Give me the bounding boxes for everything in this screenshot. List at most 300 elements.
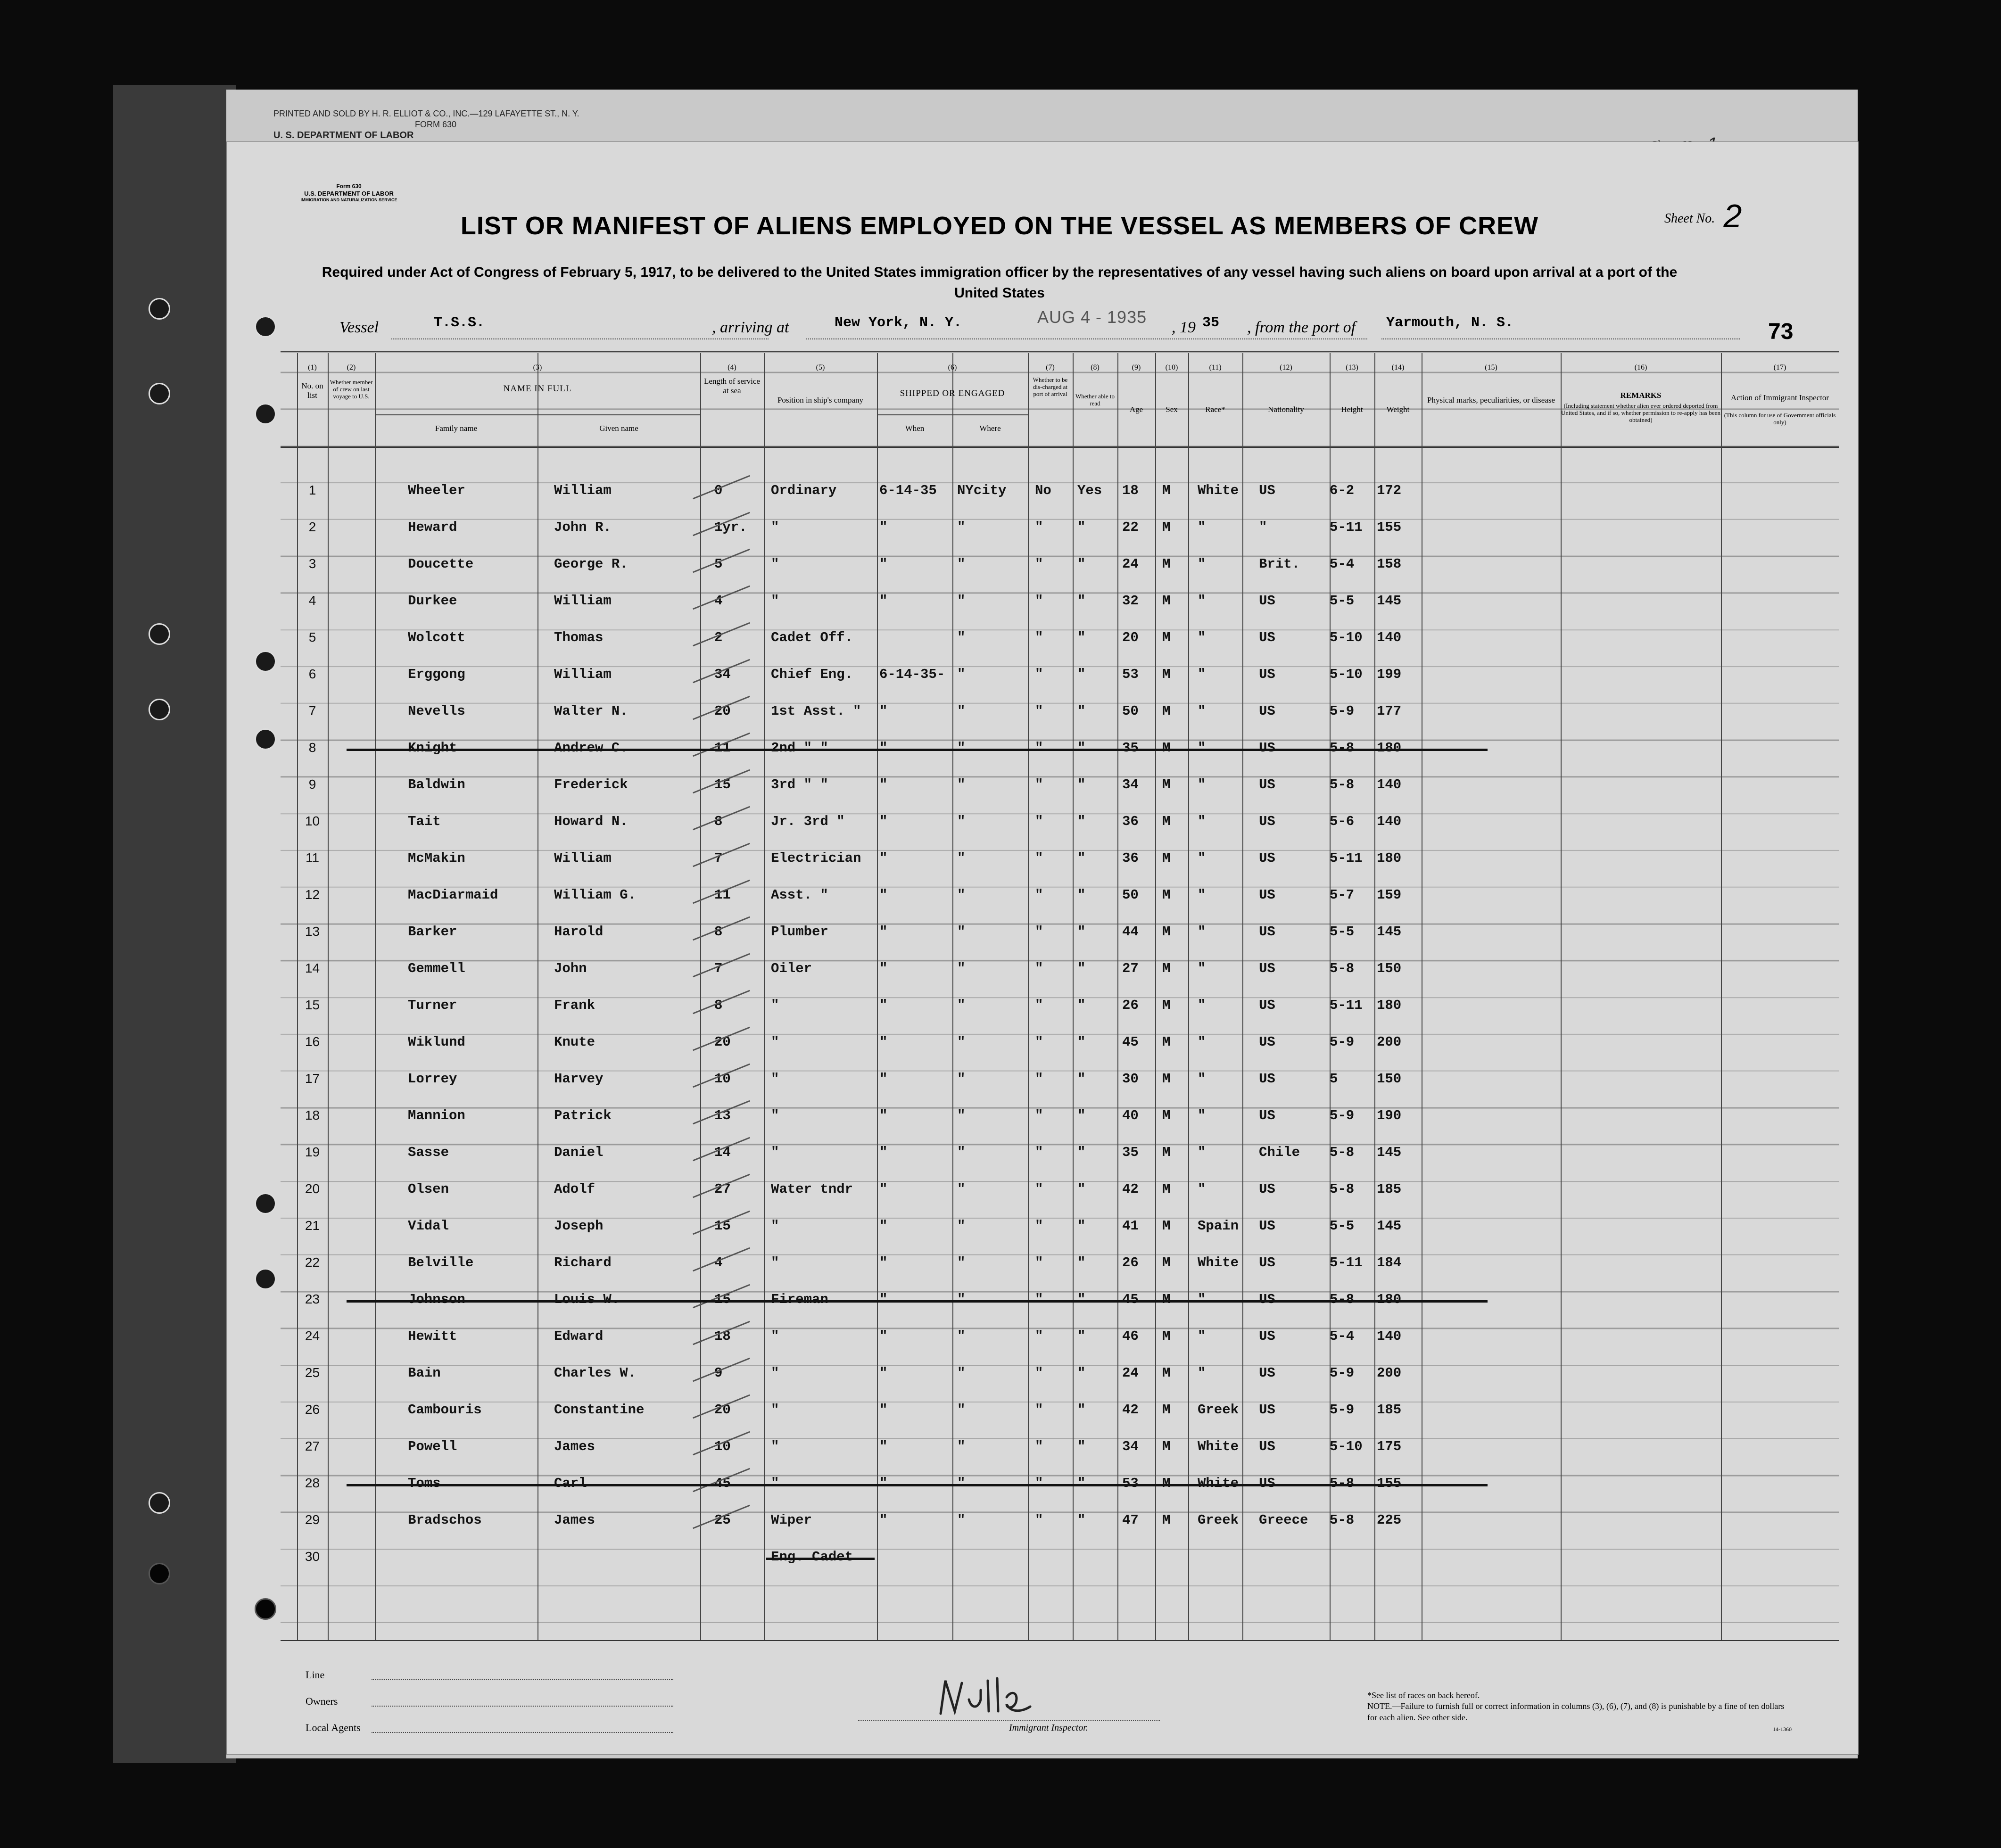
cell-race: " xyxy=(1198,1034,1206,1050)
cell-row-number: 25 xyxy=(305,1365,320,1380)
cell-age: 53 xyxy=(1122,1476,1139,1491)
cell-row-number: 2 xyxy=(308,520,316,534)
cell-able-to-read: " xyxy=(1077,887,1086,903)
strike-through-line xyxy=(766,1558,875,1560)
cell-race: Greek xyxy=(1198,1512,1239,1528)
column-rule xyxy=(764,353,765,1640)
cell-weight: 140 xyxy=(1377,777,1402,792)
year-value: 35 xyxy=(1202,315,1220,331)
cell-nationality: US xyxy=(1259,667,1275,682)
cell-shipped-when: " xyxy=(879,1402,888,1418)
cell-age: 36 xyxy=(1122,850,1139,866)
cell-discharged: " xyxy=(1035,1181,1043,1197)
cell-shipped-when: " xyxy=(879,961,888,976)
header-sex: Sex xyxy=(1166,405,1178,414)
cell-given-name: Andrew C. xyxy=(554,740,628,756)
cell-age: 40 xyxy=(1122,1108,1139,1123)
cell-height: 5-5 xyxy=(1330,1218,1355,1234)
cell-shipped-when: " xyxy=(879,593,888,609)
cell-length-of-service: 8 xyxy=(714,998,723,1013)
cell-discharged: " xyxy=(1035,520,1043,535)
column-number: (11) xyxy=(1209,363,1222,371)
cell-sex: M xyxy=(1162,1402,1171,1418)
cell-able-to-read: " xyxy=(1077,850,1086,866)
cell-length-of-service: 20 xyxy=(714,703,731,719)
cell-able-to-read: " xyxy=(1077,1255,1086,1270)
cell-shipped-when: " xyxy=(879,1328,888,1344)
cell-sex: M xyxy=(1162,703,1171,719)
cell-length-of-service: 34 xyxy=(714,667,731,682)
cell-shipped-where: " xyxy=(957,703,966,719)
cell-position: Oiler xyxy=(771,961,812,976)
cell-sex: M xyxy=(1162,1034,1171,1050)
column-number: (1) xyxy=(308,363,317,371)
cell-age: 24 xyxy=(1122,1365,1139,1381)
cell-able-to-read: " xyxy=(1077,1145,1086,1160)
cell-given-name: Carl xyxy=(554,1476,587,1491)
column-number: (16) xyxy=(1634,363,1647,371)
header-length-service: Length of service at sea xyxy=(704,377,760,396)
cell-sex: M xyxy=(1162,1071,1171,1087)
cell-able-to-read: " xyxy=(1077,593,1086,609)
cell-discharged: " xyxy=(1035,1439,1043,1454)
cell-race: " xyxy=(1198,1071,1206,1087)
cell-position: Ordinary xyxy=(771,483,837,498)
cell-able-to-read: " xyxy=(1077,1218,1086,1234)
cell-discharged: " xyxy=(1035,1365,1043,1381)
penalty-note: NOTE.—Failure to furnish full or correct information in columns (3), (6), (7), and (8) is punishable by a fine of ten dollars for each alien. See other side. xyxy=(1367,1701,1785,1722)
cell-weight: 172 xyxy=(1377,483,1402,498)
cell-family-name: Olsen xyxy=(408,1181,449,1197)
cell-sex: M xyxy=(1162,1292,1171,1307)
punch-hole xyxy=(255,728,276,750)
cell-length-of-service: 4 xyxy=(714,593,723,609)
cell-race: " xyxy=(1198,1365,1206,1381)
column-rule xyxy=(1242,353,1243,1640)
cell-position: " xyxy=(771,1255,779,1270)
cell-row-number: 9 xyxy=(308,777,316,792)
cell-position: 3rd " " xyxy=(771,777,828,792)
cell-given-name: John xyxy=(554,961,587,976)
cell-weight: 185 xyxy=(1377,1181,1402,1197)
cell-race: " xyxy=(1198,1292,1206,1307)
cell-shipped-where: " xyxy=(957,961,966,976)
cell-row-number: 11 xyxy=(305,850,320,865)
cell-row-number: 10 xyxy=(305,814,320,828)
header-action-note: (This column for use of Government officials only) xyxy=(1724,412,1836,426)
form-identifier xyxy=(264,183,434,203)
cell-sex: M xyxy=(1162,1218,1171,1234)
cell-discharged: " xyxy=(1035,740,1043,756)
header-shipped-engaged: SHIPPED OR ENGAGED xyxy=(900,388,1005,398)
cell-given-name: Joseph xyxy=(554,1218,604,1234)
header-when: When xyxy=(905,424,925,433)
header-discharged: Whether to be dis-charged at port of arrival xyxy=(1033,376,1068,397)
cell-age: 44 xyxy=(1122,924,1139,940)
inspector-signature xyxy=(936,1671,1087,1723)
cell-given-name: Edward xyxy=(554,1328,604,1344)
cell-height: 5-8 xyxy=(1330,777,1355,792)
cell-height: 5-8 xyxy=(1330,1145,1355,1160)
cell-weight: 180 xyxy=(1377,850,1402,866)
cell-weight: 180 xyxy=(1377,1292,1402,1307)
back-form-number: FORM 630 xyxy=(415,119,457,129)
cell-family-name: Bradschos xyxy=(408,1512,482,1528)
cell-discharged: " xyxy=(1035,1255,1043,1270)
cell-sex: M xyxy=(1162,1145,1171,1160)
cell-position: Jr. 3rd " xyxy=(771,814,845,829)
cell-row-number: 28 xyxy=(305,1476,320,1490)
header-physical-marks: Physical marks, peculiarities, or disease xyxy=(1427,396,1555,404)
cell-able-to-read: " xyxy=(1077,814,1086,829)
cell-shipped-where: " xyxy=(957,630,966,645)
cell-given-name: Patrick xyxy=(554,1108,612,1123)
cell-length-of-service: 25 xyxy=(714,1512,731,1528)
cell-height: 5-9 xyxy=(1330,1034,1355,1050)
cell-row-number: 1 xyxy=(308,483,316,497)
sheet-label: Sheet No. xyxy=(1664,211,1715,226)
header-able-read: Whether able to read xyxy=(1075,393,1115,407)
cell-height: 5-8 xyxy=(1330,1512,1355,1528)
cell-able-to-read: " xyxy=(1077,1071,1086,1087)
cell-race: " xyxy=(1198,1328,1206,1344)
cell-able-to-read: " xyxy=(1077,961,1086,976)
cell-position: " xyxy=(771,1071,779,1087)
cell-weight: 145 xyxy=(1377,924,1402,940)
cell-nationality: Greece xyxy=(1259,1512,1308,1528)
cell-nationality: US xyxy=(1259,1439,1275,1454)
cell-position: Plumber xyxy=(771,924,828,940)
from-label: , from the port of xyxy=(1247,319,1356,336)
cell-given-name: William xyxy=(554,593,612,609)
printer-line: PRINTED AND SOLD BY H. R. ELLIOT & CO., INC.—129 LAFAYETTE ST., N. Y. xyxy=(273,109,579,118)
cell-sex: M xyxy=(1162,777,1171,792)
strike-through-line xyxy=(347,749,1488,751)
cell-weight: 145 xyxy=(1377,1145,1402,1160)
header-member-last-voyage: Whether member of crew on last voyage to U.S. xyxy=(330,379,373,400)
cell-row-number: 15 xyxy=(305,998,320,1012)
cell-weight: 190 xyxy=(1377,1108,1402,1123)
cell-position: Asst. " xyxy=(771,887,828,903)
cell-race: " xyxy=(1198,1145,1206,1160)
cell-nationality: US xyxy=(1259,1292,1275,1307)
cell-shipped-when: 6-14-35 xyxy=(879,483,937,498)
cell-family-name: McMakin xyxy=(408,850,465,866)
cell-shipped-where: " xyxy=(957,1071,966,1087)
punch-hole xyxy=(149,383,170,404)
cell-length-of-service: 11 xyxy=(714,740,731,756)
punch-hole xyxy=(255,403,276,425)
cell-height: 5-11 xyxy=(1330,520,1363,535)
cell-height: 5-5 xyxy=(1330,924,1355,940)
cell-sex: M xyxy=(1162,1328,1171,1344)
cell-shipped-when: " xyxy=(879,998,888,1013)
sheet-number xyxy=(1664,197,1742,235)
cell-given-name: Adolf xyxy=(554,1181,595,1197)
cell-nationality: " xyxy=(1259,520,1267,535)
cell-able-to-read: " xyxy=(1077,924,1086,940)
cell-race: " xyxy=(1198,556,1206,572)
column-rule xyxy=(1374,353,1375,1640)
cell-height: 5-7 xyxy=(1330,887,1355,903)
cell-given-name: Thomas xyxy=(554,630,604,645)
footer-owners-row xyxy=(306,1695,683,1722)
cell-position: Eng. Cadet xyxy=(771,1549,853,1565)
cell-discharged: " xyxy=(1035,1108,1043,1123)
page-subtitle: Required under Act of Congress of February 5, 1917, to be delivered to the United States immigration officer by the representatives of any vessel having such aliens on board upon arrival at a port of the United States xyxy=(322,264,1678,301)
binder-strip xyxy=(113,85,236,1763)
cell-row-number: 26 xyxy=(305,1402,320,1417)
cell-nationality: US xyxy=(1259,1476,1275,1491)
cell-shipped-where: " xyxy=(957,1034,966,1050)
cell-shipped-when: " xyxy=(879,1292,888,1307)
cell-family-name: Gemmell xyxy=(408,961,465,976)
cell-able-to-read: " xyxy=(1077,998,1086,1013)
cell-given-name: Constantine xyxy=(554,1402,645,1418)
cell-position: " xyxy=(771,1034,779,1050)
cell-sex: M xyxy=(1162,667,1171,682)
cell-weight: 180 xyxy=(1377,740,1402,756)
cell-weight: 155 xyxy=(1377,1476,1402,1491)
back-department: U. S. DEPARTMENT OF LABOR xyxy=(273,130,414,140)
cell-nationality: US xyxy=(1259,961,1275,976)
cell-height: 5-11 xyxy=(1330,850,1363,866)
vessel-line xyxy=(339,307,1825,343)
cell-weight: 150 xyxy=(1377,1071,1402,1087)
column-number: (2) xyxy=(347,363,356,371)
cell-race: White xyxy=(1198,483,1239,498)
cell-height: 5-9 xyxy=(1330,1402,1355,1418)
column-number: (4) xyxy=(728,363,736,371)
punch-hole xyxy=(255,651,276,672)
cell-position: Wiper xyxy=(771,1512,812,1528)
cell-race: " xyxy=(1198,667,1206,682)
cell-race: " xyxy=(1198,520,1206,535)
cell-discharged: " xyxy=(1035,1034,1043,1050)
cell-weight: 225 xyxy=(1377,1512,1402,1528)
cell-length-of-service: 2 xyxy=(714,630,723,645)
cell-family-name: Mannion xyxy=(408,1108,465,1123)
cell-family-name: Knight xyxy=(408,740,457,756)
cell-position: " xyxy=(771,1218,779,1234)
cell-nationality: US xyxy=(1259,998,1275,1013)
footer-fields xyxy=(306,1669,683,1748)
cell-length-of-service: 15 xyxy=(714,777,731,792)
cell-shipped-where: " xyxy=(957,1108,966,1123)
vessel-underline xyxy=(391,338,769,339)
cell-row-number: 8 xyxy=(308,740,316,755)
cell-nationality: US xyxy=(1259,1255,1275,1270)
cell-shipped-when: " xyxy=(879,1145,888,1160)
cell-row-number: 13 xyxy=(305,924,320,939)
cell-shipped-where: " xyxy=(957,1328,966,1344)
cell-row-number: 29 xyxy=(305,1512,320,1527)
header-position: Position in ship's company xyxy=(777,396,864,404)
cell-race: " xyxy=(1198,924,1206,940)
cell-weight: 155 xyxy=(1377,520,1402,535)
cell-family-name: Nevells xyxy=(408,703,465,719)
cell-age: 35 xyxy=(1122,1145,1139,1160)
cell-given-name: Richard xyxy=(554,1255,612,1270)
cell-family-name: Belville xyxy=(408,1255,474,1270)
cell-able-to-read: " xyxy=(1077,740,1086,756)
cell-given-name: Louis W. xyxy=(554,1292,620,1307)
cell-weight: 175 xyxy=(1377,1439,1402,1454)
cell-age: 50 xyxy=(1122,703,1139,719)
cell-shipped-when: " xyxy=(879,1512,888,1528)
cell-height: 5-8 xyxy=(1330,961,1355,976)
cell-row-number: 27 xyxy=(305,1439,320,1453)
cell-height: 5-6 xyxy=(1330,814,1355,829)
cell-race: " xyxy=(1198,777,1206,792)
cell-shipped-when: " xyxy=(879,740,888,756)
cell-able-to-read: " xyxy=(1077,1034,1086,1050)
cell-length-of-service: 27 xyxy=(714,1181,731,1197)
cell-able-to-read: " xyxy=(1077,1402,1086,1418)
cell-weight: 140 xyxy=(1377,1328,1402,1344)
cell-sex: M xyxy=(1162,630,1171,645)
strike-through-line xyxy=(347,1484,1488,1486)
strike-through-line xyxy=(347,1300,1488,1303)
column-number: (6) xyxy=(948,363,957,371)
cell-length-of-service: 8 xyxy=(714,924,723,940)
cell-shipped-where: " xyxy=(957,1402,966,1418)
column-number: (14) xyxy=(1391,363,1405,371)
cell-given-name: Charles W. xyxy=(554,1365,637,1381)
cell-position: Cadet Off. xyxy=(771,630,853,645)
cell-length-of-service: 13 xyxy=(714,1108,731,1123)
cell-sex: M xyxy=(1162,814,1171,829)
cell-length-of-service: 8 xyxy=(714,814,723,829)
cell-shipped-when: 6-14-35- xyxy=(879,667,945,682)
cell-discharged: " xyxy=(1035,924,1043,940)
cell-row-number: 19 xyxy=(305,1145,320,1159)
cell-nationality: US xyxy=(1259,814,1275,829)
cell-length-of-service: 7 xyxy=(714,961,723,976)
cell-able-to-read: " xyxy=(1077,1512,1086,1528)
cell-age: 20 xyxy=(1122,630,1139,645)
arrival-underline xyxy=(806,338,1367,339)
cell-row-number: 12 xyxy=(305,887,320,902)
column-number: (8) xyxy=(1091,363,1100,371)
cell-family-name: Toms xyxy=(408,1476,441,1491)
cell-height: 5-9 xyxy=(1330,1108,1355,1123)
cell-able-to-read: " xyxy=(1077,667,1086,682)
header-remarks-note: (Including statement whether alien ever ordered deported from United States, and if so, whether permission to re-apply has been obtained) xyxy=(1561,402,1720,423)
header-name-in-full: NAME IN FULL xyxy=(503,384,572,394)
cell-sex: M xyxy=(1162,1439,1171,1454)
cell-given-name: William xyxy=(554,483,612,498)
cell-able-to-read: " xyxy=(1077,777,1086,792)
cell-shipped-where: " xyxy=(957,777,966,792)
cell-length-of-service: 4 xyxy=(714,1255,723,1270)
cell-family-name: Powell xyxy=(408,1439,457,1454)
punch-hole xyxy=(149,1563,170,1584)
cell-nationality: US xyxy=(1259,483,1275,498)
punch-hole xyxy=(149,623,170,645)
cell-discharged: " xyxy=(1035,593,1043,609)
cell-height: 5-8 xyxy=(1330,1476,1355,1491)
cell-family-name: Barker xyxy=(408,924,457,940)
cell-discharged: " xyxy=(1035,1476,1043,1491)
cell-row-number: 22 xyxy=(305,1255,320,1270)
cell-nationality: US xyxy=(1259,1402,1275,1418)
cell-weight: 159 xyxy=(1377,887,1402,903)
cell-shipped-where: " xyxy=(957,924,966,940)
cell-sex: M xyxy=(1162,1255,1171,1270)
cell-shipped-when: " xyxy=(879,924,888,940)
cell-age: 47 xyxy=(1122,1512,1139,1528)
cell-nationality: US xyxy=(1259,777,1275,792)
cell-shipped-when: " xyxy=(879,1476,888,1491)
cell-shipped-when: " xyxy=(879,703,888,719)
cell-sex: M xyxy=(1162,483,1171,498)
manifest-table xyxy=(281,351,1839,1641)
cell-shipped-when: " xyxy=(879,1071,888,1087)
cell-discharged: " xyxy=(1035,1328,1043,1344)
cell-length-of-service: 11 xyxy=(714,887,731,903)
cell-age: 45 xyxy=(1122,1292,1139,1307)
cell-sex: M xyxy=(1162,924,1171,940)
cell-given-name: Frederick xyxy=(554,777,628,792)
cell-shipped-where: " xyxy=(957,1292,966,1307)
cell-shipped-where: " xyxy=(957,1218,966,1234)
cell-discharged: " xyxy=(1035,1402,1043,1418)
date-stamp: AUG 4 - 1935 xyxy=(1037,307,1147,327)
cell-sex: M xyxy=(1162,887,1171,903)
cell-position: " xyxy=(771,1145,779,1160)
punch-hole xyxy=(149,699,170,720)
cell-race: " xyxy=(1198,998,1206,1013)
cell-family-name: Cambouris xyxy=(408,1402,482,1418)
cell-sex: M xyxy=(1162,1512,1171,1528)
cell-age: 18 xyxy=(1122,483,1139,498)
cell-row-number: 20 xyxy=(305,1181,320,1196)
cell-height: 5-10 xyxy=(1330,630,1363,645)
cell-nationality: US xyxy=(1259,887,1275,903)
cell-nationality: US xyxy=(1259,1365,1275,1381)
cell-height: 5-8 xyxy=(1330,1292,1355,1307)
cell-given-name: William xyxy=(554,667,612,682)
cell-race: White xyxy=(1198,1476,1239,1491)
cell-family-name: Erggong xyxy=(408,667,465,682)
cell-discharged: " xyxy=(1035,814,1043,829)
cell-nationality: US xyxy=(1259,1071,1275,1087)
column-rule xyxy=(1721,353,1722,1640)
arriving-label: , arriving at xyxy=(712,319,789,336)
cell-able-to-read: " xyxy=(1077,630,1086,645)
cell-sex: M xyxy=(1162,961,1171,976)
cell-row-number: 30 xyxy=(305,1549,320,1564)
cell-height: 5-9 xyxy=(1330,1365,1355,1381)
cell-position: " xyxy=(771,556,779,572)
cell-weight: 145 xyxy=(1377,1218,1402,1234)
cell-shipped-when: " xyxy=(879,814,888,829)
header-age: Age xyxy=(1129,405,1143,414)
cell-age: 32 xyxy=(1122,593,1139,609)
cell-shipped-when: " xyxy=(879,1181,888,1197)
cell-weight: 185 xyxy=(1377,1402,1402,1418)
cell-race: " xyxy=(1198,593,1206,609)
column-number: (13) xyxy=(1346,363,1358,371)
cell-row-number: 6 xyxy=(308,667,316,681)
cell-position: " xyxy=(771,1365,779,1381)
cell-height: 5-4 xyxy=(1330,1328,1355,1344)
cell-weight: 140 xyxy=(1377,814,1402,829)
cell-shipped-when: " xyxy=(879,1034,888,1050)
cell-age: 53 xyxy=(1122,667,1139,682)
column-rule xyxy=(700,353,701,1640)
